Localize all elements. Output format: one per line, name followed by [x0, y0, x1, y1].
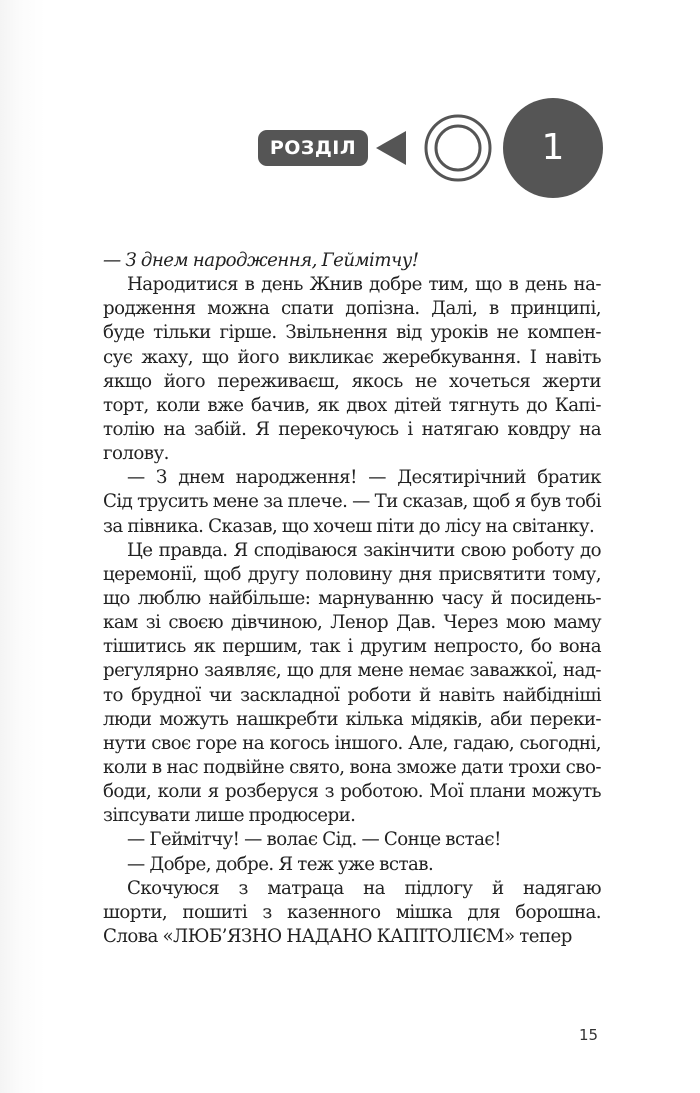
inner-ring [436, 126, 480, 170]
text-line: Народитися в день Жнив добре тим, що в день на- [127, 274, 601, 296]
text-line: тішитись як першим, так і другим непросто, бо вона [103, 636, 601, 658]
arrow-left-icon [376, 131, 406, 165]
text-line: Сід трусить мене за плече. — Ти сказав, щоб я був тобі [103, 491, 601, 513]
paragraph [103, 877, 601, 949]
chapter-number: 1 [503, 98, 603, 198]
text-line: то брудної чи заскладної роботи й навіть найбідніші [103, 684, 601, 706]
paragraph [103, 828, 601, 852]
text-line: коли в нас подвійне свято, вона зможе дати трохи сво- [103, 756, 601, 778]
text-line: родження можна спати допізна. Далі, в принципі, [103, 298, 601, 320]
text-line: за півника. Сказав, що хочеш піти до лісу на світанку. [103, 515, 595, 537]
chapter-header [258, 98, 603, 198]
paragraph [103, 853, 601, 877]
text-line: — З днем народження! — Десятирічний братик [127, 467, 601, 489]
text-line: торт, коли вже бачив, як двох дітей тягнуть до Капі- [103, 394, 601, 416]
text-line: боди, коли я розберуся з роботою. Мої плани можуть [103, 781, 601, 803]
text-line: що люблю найбільше: марнуванню часу й посидень- [103, 587, 601, 609]
text-line: буде тільки гірше. Звільнення від уроків не компен- [103, 322, 601, 344]
text-line: — Добре, добре. Я теж уже встав. [127, 853, 434, 875]
text-line: люди можуть нашкребти кілька мідяків, аби переки- [103, 708, 601, 730]
text-line: Це правда. Я сподіваюся закінчити свою роботу до [127, 539, 601, 561]
text-line: Скочуюся з матраца на підлогу й надягаю [127, 877, 601, 899]
chapter-label: РОЗДІЛ [258, 130, 368, 166]
text-line: церемонії, щоб другу половину дня присвятити тому, [103, 563, 601, 585]
paragraph [103, 273, 601, 466]
text-line: якщо його переживаєш, якось не хочеться жерти [103, 370, 601, 392]
text-line: толію на забій. Я перекочуюсь і натягаю ковдру на [103, 418, 601, 440]
text-line: шорти, пошиті з казенного мішка для борошна. [103, 901, 601, 923]
text-line: — З днем народження, Геймітчу! [103, 250, 419, 271]
page-number: 15 [579, 1026, 599, 1044]
text-line: зіпсувати лише продюсери. [103, 805, 356, 827]
paragraph [103, 539, 601, 829]
text-line: регулярно заявляє, що для мене немає заважкої, над- [103, 660, 601, 682]
text-line: сує жаху, що його викликає жеребкування. І навіть [103, 346, 601, 368]
text-line: — Геймітчу! — волає Сід. — Сонце встає! [127, 829, 501, 851]
double-ring-icon [423, 113, 493, 183]
paragraph [103, 466, 601, 538]
text-line: нути своє горе на когось іншого. Але, гадаю, сьогодні, [103, 732, 601, 754]
text-line: голову. [103, 443, 169, 465]
text-line: Слова «ЛЮБ’ЯЗНО НАДАНО КАПІТОЛІЄМ» тепер [103, 925, 572, 947]
paragraph [103, 249, 601, 273]
chapter-body-text [103, 249, 601, 949]
text-line: кам зі своєю дівчиною, Ленор Дав. Через мою маму [103, 612, 601, 634]
